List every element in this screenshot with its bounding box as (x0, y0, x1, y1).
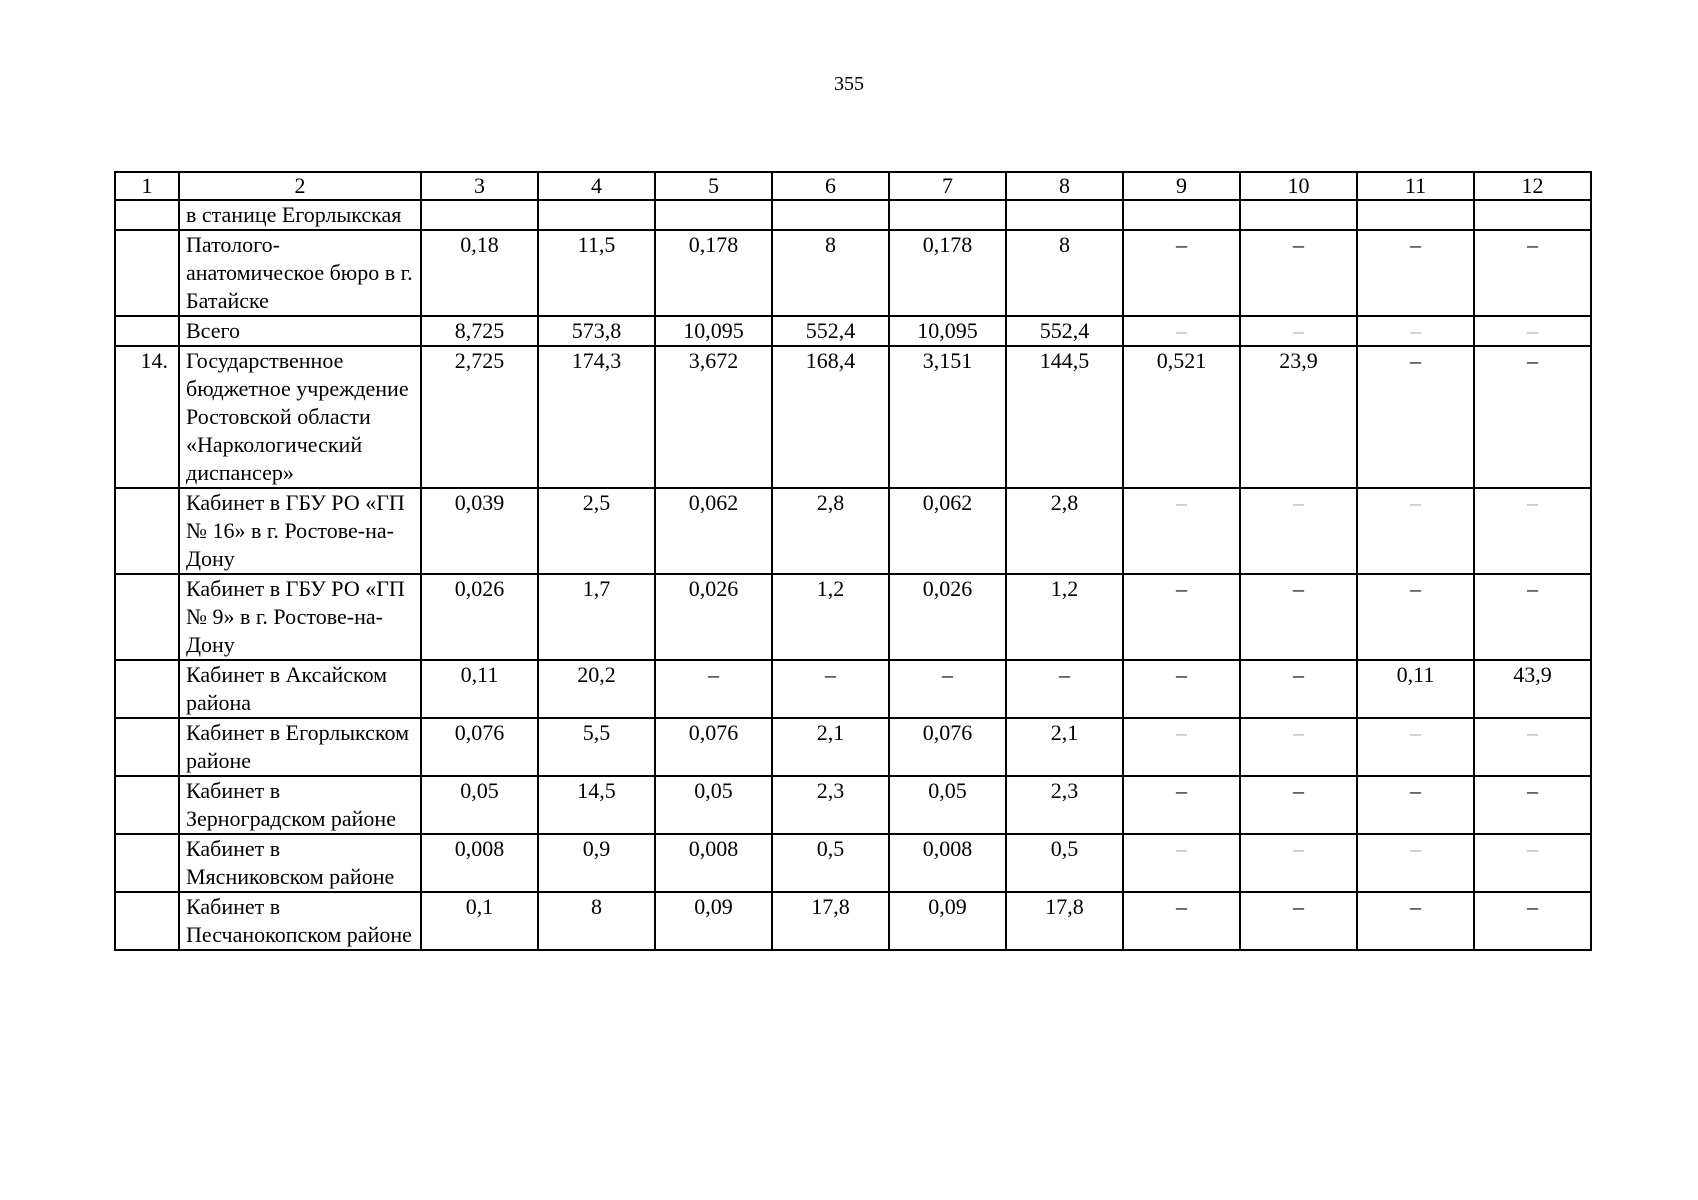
column-header: 2 (179, 172, 421, 200)
value-cell: – (1474, 574, 1591, 660)
table-row (115, 892, 1591, 950)
value-cell: 17,8 (772, 892, 889, 950)
value-cell: – (1123, 776, 1240, 834)
row-name-cell: Патолого-анатомическое бюро в г. Батайске (179, 230, 421, 316)
value-cell: 0,09 (889, 892, 1006, 950)
value-cell: – (1240, 574, 1357, 660)
value-cell (421, 200, 538, 230)
row-number-cell (115, 718, 179, 776)
value-cell: 0,026 (655, 574, 772, 660)
column-header: 7 (889, 172, 1006, 200)
value-cell: – (1357, 346, 1474, 488)
value-cell: – (1357, 316, 1474, 346)
value-cell: 0,008 (421, 834, 538, 892)
value-cell: 0,039 (421, 488, 538, 574)
value-cell: 2,3 (772, 776, 889, 834)
value-cell: 2,1 (1006, 718, 1123, 776)
column-header: 10 (1240, 172, 1357, 200)
value-cell: – (1123, 834, 1240, 892)
value-cell: – (1240, 718, 1357, 776)
value-cell: – (1240, 660, 1357, 718)
row-number-cell (115, 230, 179, 316)
column-header: 5 (655, 172, 772, 200)
value-cell: 2,725 (421, 346, 538, 488)
value-cell: 552,4 (772, 316, 889, 346)
value-cell: 0,5 (1006, 834, 1123, 892)
value-cell (1357, 200, 1474, 230)
value-cell: – (1240, 776, 1357, 834)
column-header: 1 (115, 172, 179, 200)
row-number-cell (115, 200, 179, 230)
value-cell: 0,076 (655, 718, 772, 776)
value-cell: 11,5 (538, 230, 655, 316)
value-cell: – (1123, 574, 1240, 660)
value-cell: – (1474, 488, 1591, 574)
value-cell: 0,008 (889, 834, 1006, 892)
table-row (115, 346, 1591, 488)
column-header: 8 (1006, 172, 1123, 200)
value-cell: 0,5 (772, 834, 889, 892)
value-cell: 0,076 (889, 718, 1006, 776)
value-cell: – (1474, 230, 1591, 316)
value-cell: – (1474, 316, 1591, 346)
value-cell: 0,09 (655, 892, 772, 950)
value-cell: – (1357, 574, 1474, 660)
row-number-cell (115, 892, 179, 950)
row-number-cell (115, 776, 179, 834)
column-header: 3 (421, 172, 538, 200)
page-number: 355 (834, 73, 864, 95)
row-name-cell: Кабинет в Песчанокопском районе (179, 892, 421, 950)
table-row (115, 488, 1591, 574)
table-body (115, 172, 1591, 950)
value-cell: – (1123, 660, 1240, 718)
value-cell: – (1474, 346, 1591, 488)
value-cell (1006, 200, 1123, 230)
value-cell (1240, 200, 1357, 230)
value-cell: – (1240, 892, 1357, 950)
column-header: 4 (538, 172, 655, 200)
row-name-cell: Государственное бюджетное учреждение Ростовской области «Наркологический диспансер» (179, 346, 421, 488)
table-row (115, 316, 1591, 346)
value-cell: 20,2 (538, 660, 655, 718)
table-row (115, 834, 1591, 892)
value-cell: 168,4 (772, 346, 889, 488)
value-cell: – (1357, 892, 1474, 950)
value-cell: – (1123, 718, 1240, 776)
value-cell: 0,026 (421, 574, 538, 660)
value-cell: – (1474, 718, 1591, 776)
value-cell: – (1240, 230, 1357, 316)
value-cell: – (655, 660, 772, 718)
value-cell: – (1357, 834, 1474, 892)
row-number-cell (115, 488, 179, 574)
value-cell: 23,9 (1240, 346, 1357, 488)
value-cell (655, 200, 772, 230)
value-cell: – (772, 660, 889, 718)
value-cell: 2,1 (772, 718, 889, 776)
table-row (115, 574, 1591, 660)
value-cell: 1,7 (538, 574, 655, 660)
row-name-cell: Кабинет в Мясниковском районе (179, 834, 421, 892)
value-cell: 3,151 (889, 346, 1006, 488)
value-cell: 2,8 (1006, 488, 1123, 574)
value-cell: 2,3 (1006, 776, 1123, 834)
value-cell: 144,5 (1006, 346, 1123, 488)
value-cell: – (1240, 834, 1357, 892)
value-cell: 0,11 (421, 660, 538, 718)
value-cell: – (1123, 892, 1240, 950)
value-cell: 2,5 (538, 488, 655, 574)
value-cell: 8 (538, 892, 655, 950)
value-cell (889, 200, 1006, 230)
row-number-cell (115, 316, 179, 346)
row-name-cell: Кабинет в ГБУ РО «ГП № 16» в г. Ростове-на-Дону (179, 488, 421, 574)
value-cell: – (1123, 230, 1240, 316)
value-cell: 552,4 (1006, 316, 1123, 346)
row-name-cell: Всего (179, 316, 421, 346)
value-cell: 0,11 (1357, 660, 1474, 718)
value-cell: 0,062 (655, 488, 772, 574)
table-row (115, 200, 1591, 230)
table-row (115, 776, 1591, 834)
value-cell: 17,8 (1006, 892, 1123, 950)
value-cell: 10,095 (889, 316, 1006, 346)
value-cell: 43,9 (1474, 660, 1591, 718)
value-cell: 10,095 (655, 316, 772, 346)
row-name-cell: Кабинет в ГБУ РО «ГП № 9» в г. Ростове-на-Дону (179, 574, 421, 660)
data-table (114, 171, 1592, 951)
row-name-cell: в станице Егорлыкская (179, 200, 421, 230)
column-header: 11 (1357, 172, 1474, 200)
value-cell (1123, 200, 1240, 230)
row-name-cell: Кабинет в Зерноградском районе (179, 776, 421, 834)
value-cell: 8,725 (421, 316, 538, 346)
value-cell: 3,672 (655, 346, 772, 488)
value-cell: – (1123, 316, 1240, 346)
row-name-cell: Кабинет в Егорлыкском районе (179, 718, 421, 776)
value-cell: – (1357, 776, 1474, 834)
value-cell: 0,178 (889, 230, 1006, 316)
row-name-cell: Кабинет в Аксайском района (179, 660, 421, 718)
value-cell: 14,5 (538, 776, 655, 834)
value-cell: 0,1 (421, 892, 538, 950)
value-cell: 8 (772, 230, 889, 316)
value-cell (772, 200, 889, 230)
value-cell (1474, 200, 1591, 230)
value-cell: – (1357, 488, 1474, 574)
value-cell: – (1240, 316, 1357, 346)
value-cell: 0,026 (889, 574, 1006, 660)
column-header: 9 (1123, 172, 1240, 200)
table-row (115, 660, 1591, 718)
value-cell: 0,9 (538, 834, 655, 892)
value-cell: 0,521 (1123, 346, 1240, 488)
value-cell: 573,8 (538, 316, 655, 346)
value-cell: – (889, 660, 1006, 718)
row-number-cell: 14. (115, 346, 179, 488)
value-cell: 8 (1006, 230, 1123, 316)
value-cell: 1,2 (1006, 574, 1123, 660)
column-header: 6 (772, 172, 889, 200)
value-cell: 0,062 (889, 488, 1006, 574)
value-cell: – (1357, 718, 1474, 776)
value-cell: – (1123, 488, 1240, 574)
value-cell: – (1006, 660, 1123, 718)
value-cell: 0,008 (655, 834, 772, 892)
value-cell: – (1474, 834, 1591, 892)
column-header: 12 (1474, 172, 1591, 200)
value-cell: 2,8 (772, 488, 889, 574)
row-number-cell (115, 834, 179, 892)
row-number-cell (115, 574, 179, 660)
table-header-row (115, 172, 1591, 200)
value-cell: 174,3 (538, 346, 655, 488)
value-cell: – (1474, 892, 1591, 950)
table-row (115, 718, 1591, 776)
row-number-cell (115, 660, 179, 718)
value-cell (538, 200, 655, 230)
value-cell: 5,5 (538, 718, 655, 776)
value-cell: 0,076 (421, 718, 538, 776)
value-cell: – (1474, 776, 1591, 834)
value-cell: 1,2 (772, 574, 889, 660)
value-cell: 0,05 (655, 776, 772, 834)
value-cell: 0,05 (421, 776, 538, 834)
value-cell: 0,18 (421, 230, 538, 316)
value-cell: – (1357, 230, 1474, 316)
value-cell: – (1240, 488, 1357, 574)
table-row (115, 230, 1591, 316)
value-cell: 0,178 (655, 230, 772, 316)
value-cell: 0,05 (889, 776, 1006, 834)
